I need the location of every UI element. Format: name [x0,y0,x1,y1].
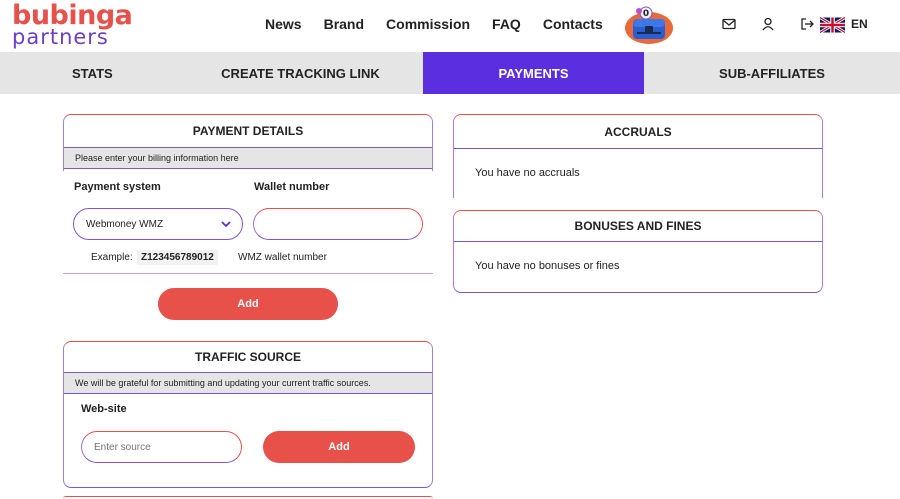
tab-sub-affiliates[interactable]: SUB-AFFILIATES [719,65,825,81]
payment-details-hint: Please enter your billing information here [64,147,432,169]
chevron-down-icon [220,218,232,230]
website-label: Web-site [81,403,127,415]
accruals-title: ACCRUALS [454,115,822,149]
add-payment-button[interactable]: Add [158,288,338,320]
header [0,0,900,52]
nav-item-news[interactable]: News [265,16,302,32]
wallet-number-input[interactable] [253,208,423,240]
brand-logo-line1: bubinga [12,0,133,31]
example-wallet-code: Z123456789012 [137,250,218,265]
tab-create-tracking-link[interactable]: CREATE TRACKING LINK [221,65,380,81]
tab-stats[interactable]: STATS [72,65,113,81]
bonuses-panel [453,210,823,293]
mail-icon[interactable] [721,16,737,32]
payment-system-value: Webmoney WMZ [86,218,164,230]
nav-item-commission[interactable]: Commission [386,16,471,32]
uk-flag-icon[interactable] [820,17,845,33]
bonuses-title: BONUSES AND FINES [454,211,822,242]
example-label: Example: [91,252,133,263]
treasure-chest-icon[interactable] [624,6,674,44]
nav-item-faq[interactable]: FAQ [492,16,521,32]
payment-details-title: PAYMENT DETAILS [192,124,304,138]
traffic-source-title: TRAFFIC SOURCE [195,350,301,364]
source-input[interactable] [81,431,242,463]
traffic-source-hint: We will be grateful for submitting and updating your current traffic sources. [64,372,432,394]
nav-item-contacts[interactable]: Contacts [542,16,603,32]
accruals-panel [453,114,823,198]
logout-icon[interactable] [799,16,815,32]
section-tabs [0,52,900,94]
accruals-empty-text: You have no accruals [475,167,580,179]
chest-badge-count: 0 [642,9,650,19]
payment-system-select[interactable] [73,208,243,240]
bonuses-empty-text: You have no bonuses or fines [475,260,620,272]
tab-payments[interactable]: PAYMENTS [423,52,644,94]
wallet-number-label: Wallet number [254,181,330,193]
brand-logo-line2: partners [12,25,109,49]
payment-divider [63,273,433,274]
payment-details-panel [63,114,433,171]
add-source-button[interactable]: Add [263,431,415,463]
nav-item-brand[interactable]: Brand [323,16,365,32]
example-description: WMZ wallet number [238,252,327,263]
brand-logo[interactable] [12,2,132,48]
payment-system-label: Payment system [74,181,161,193]
user-icon[interactable] [760,16,776,32]
language-selector[interactable]: EN [851,17,868,31]
main-nav [265,16,625,32]
